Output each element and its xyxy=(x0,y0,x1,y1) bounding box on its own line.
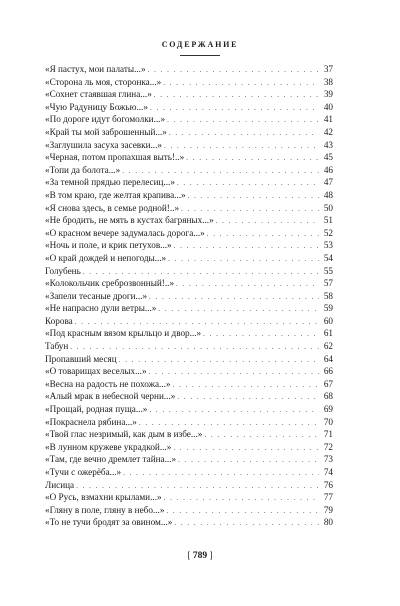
toc-entry-title: «Я снова здесь, в семье родной!..» xyxy=(45,202,180,213)
toc-entry xyxy=(45,365,333,378)
toc-entry-page: 79 xyxy=(323,504,333,515)
toc-entry-title: «В лунном кружеве украдкой...» xyxy=(45,441,172,452)
toc-entry-page: 38 xyxy=(323,76,333,87)
toc-entry-title: «Гляну в поле, гляну в небо...» xyxy=(45,504,165,515)
toc-leader-dots xyxy=(83,266,319,278)
toc-leader-dots xyxy=(186,152,319,164)
toc-leader-dots xyxy=(119,354,319,366)
toc-entry-page: 64 xyxy=(323,353,333,364)
toc-entry-page: 72 xyxy=(323,441,333,452)
toc-entry-page: 80 xyxy=(323,517,333,528)
toc-leader-dots xyxy=(177,177,319,189)
toc-entry-page: 55 xyxy=(323,265,333,276)
toc-entry-title: «По дороге идут богомолки...» xyxy=(45,114,166,125)
toc-leader-dots xyxy=(168,253,319,265)
toc-entry-title: «Черная, потом пропахшая выть!..» xyxy=(45,152,185,163)
toc-leader-dots xyxy=(70,341,319,353)
toc-leader-dots xyxy=(166,505,319,517)
toc-entry-page: 60 xyxy=(323,315,333,326)
toc-entry-title: «За темной прядью перелесиц...» xyxy=(45,177,175,188)
toc-leader-dots xyxy=(164,140,319,152)
toc-entry xyxy=(45,139,333,152)
toc-entry-page: 57 xyxy=(323,278,333,289)
toc-entry-page: 68 xyxy=(323,391,333,402)
toc-entry-title: «Не напрасно дули ветры...» xyxy=(45,303,157,314)
toc-entry xyxy=(45,428,333,441)
page-header: СОДЕРЖАНИЕ xyxy=(161,40,239,49)
toc-entry-title: «Ночь и поле, и крик петухов...» xyxy=(45,240,172,251)
toc-entry xyxy=(45,378,333,391)
toc-entry xyxy=(45,76,333,89)
toc-leader-dots xyxy=(149,291,319,303)
toc-leader-dots xyxy=(167,114,319,126)
toc-entry-page: 39 xyxy=(323,89,333,100)
toc-entry xyxy=(45,265,333,278)
toc-entry-title: «Тучи с ожерёба...» xyxy=(45,467,122,477)
toc-entry xyxy=(45,466,333,479)
toc-entry-page: 46 xyxy=(323,164,333,175)
toc-leader-dots xyxy=(139,417,319,429)
toc-leader-dots xyxy=(148,64,319,76)
toc-entry-page: 51 xyxy=(323,215,333,226)
toc-entry xyxy=(45,113,333,126)
toc-entry xyxy=(45,227,333,240)
toc-entry-title: Табун xyxy=(45,341,69,352)
toc-entry-page: 71 xyxy=(323,429,333,440)
toc-leader-dots xyxy=(173,442,319,454)
toc-entry xyxy=(45,504,333,517)
toc-entry-title: «То не тучи бродят за овином...» xyxy=(45,517,173,528)
page-number: 789 xyxy=(192,551,208,561)
toc-entry-title: Пропавший месяц xyxy=(45,353,117,364)
toc-entry-page: 41 xyxy=(323,114,333,125)
toc-entry-page: 58 xyxy=(323,290,333,301)
toc-entry-title: Лисица xyxy=(45,479,75,490)
toc-leader-dots xyxy=(176,278,319,290)
toc-entry xyxy=(45,315,333,328)
toc-entry-title: «Чую Радуницу Божью...» xyxy=(45,101,148,112)
toc-leader-dots xyxy=(158,303,319,315)
toc-entry-page: 74 xyxy=(323,467,333,477)
toc-entry xyxy=(45,151,333,164)
toc-leader-dots xyxy=(203,328,319,340)
toc-entry xyxy=(45,277,333,290)
toc-leader-dots xyxy=(174,240,319,252)
toc-entry-title: «Там, где вечно дремлет тайна...» xyxy=(45,454,177,465)
toc-entry xyxy=(45,239,333,252)
toc-entry-page: 50 xyxy=(323,202,333,213)
toc-entry-page: 43 xyxy=(323,139,333,150)
toc-entry xyxy=(45,202,333,215)
toc-leader-dots xyxy=(164,492,319,504)
toc-entry-title: «О товарищах веселых...» xyxy=(45,366,147,377)
toc-entry xyxy=(45,390,333,403)
toc-entry-page: 59 xyxy=(323,303,333,314)
toc-entry xyxy=(45,176,333,189)
toc-leader-dots xyxy=(204,429,319,441)
toc-entry xyxy=(45,516,333,529)
toc-entry-title: «О Русь, взмахни крылами...» xyxy=(45,492,162,503)
toc-entry-title: «Запели тесаные дроги...» xyxy=(45,290,148,301)
toc-entry-page: 47 xyxy=(323,177,333,188)
toc-entry xyxy=(45,327,333,340)
toc-entry-page: 76 xyxy=(323,479,333,490)
toc-leader-dots xyxy=(178,454,319,466)
toc-entry-page: 54 xyxy=(323,252,333,263)
toc-entry-page: 61 xyxy=(323,328,333,339)
toc-entry-page: 40 xyxy=(323,101,333,112)
toc-entry-page: 69 xyxy=(323,404,333,415)
toc-leader-dots xyxy=(207,228,319,240)
toc-leader-dots xyxy=(177,391,319,403)
toc-entry xyxy=(45,453,333,466)
toc-entry xyxy=(45,340,333,353)
toc-entry-title: «Весна на радость не похожа...» xyxy=(45,378,171,389)
toc-entry-page: 67 xyxy=(323,378,333,389)
toc-entry-title: «Алый мрак в небесной черни...» xyxy=(45,391,176,402)
toc-leader-dots xyxy=(154,89,319,101)
toc-entry xyxy=(45,403,333,416)
toc-entry xyxy=(45,101,333,114)
toc-entry-title: «Не бродить, не мять в кустах багряных...» xyxy=(45,215,214,226)
toc-entry-title: «Край ты мой заброшенный...» xyxy=(45,126,167,137)
toc-entry xyxy=(45,290,333,303)
toc-entry-page: 70 xyxy=(323,416,333,427)
footer-bracket-left: [ xyxy=(187,551,191,561)
toc-leader-dots xyxy=(174,517,319,529)
toc-entry-page: 45 xyxy=(323,152,333,163)
toc-entry-title: Корова xyxy=(45,315,73,326)
toc-entry-page: 37 xyxy=(323,64,333,74)
header-rule xyxy=(180,55,220,56)
toc-entry-title: «Топи да болота...» xyxy=(45,164,121,175)
toc-entry xyxy=(45,214,333,227)
toc-entry-title: «Я пастух, мои палаты...» xyxy=(45,64,146,74)
toc-entry-title: «Под красным вязом крыльцо и двор...» xyxy=(45,328,202,339)
toc-entry-page: 48 xyxy=(323,189,333,200)
toc-leader-dots xyxy=(75,316,319,328)
toc-entry-page: 52 xyxy=(323,227,333,238)
toc-leader-dots xyxy=(173,379,319,391)
toc-entry-title: «О красном вечере задумалась дорога...» xyxy=(45,227,205,238)
toc-leader-dots xyxy=(123,467,319,479)
page-footer xyxy=(0,551,400,561)
toc-entry-title: «Твой глас незримый, как дым в избе...» xyxy=(45,429,203,440)
toc-leader-dots xyxy=(188,190,319,202)
toc-leader-dots xyxy=(149,404,319,416)
toc-entry xyxy=(45,252,333,265)
toc-leader-dots xyxy=(149,366,319,378)
toc-leader-dots xyxy=(216,215,319,227)
toc-entry xyxy=(45,491,333,504)
toc-entry-title: «В том краю, где желтая крапива...» xyxy=(45,189,186,200)
toc-entry-title: «Заглушила засуха засевки...» xyxy=(45,139,162,150)
toc-entry xyxy=(45,353,333,366)
toc-entry xyxy=(45,189,333,202)
table-of-contents xyxy=(45,63,333,529)
toc-leader-dots xyxy=(150,102,319,114)
toc-entry xyxy=(45,441,333,454)
toc-entry xyxy=(45,416,333,429)
toc-entry xyxy=(45,63,333,76)
toc-entry-title: «Покраснела рябина...» xyxy=(45,416,137,427)
toc-entry-title: «О край дождей и непогоды...» xyxy=(45,252,167,263)
toc-entry xyxy=(45,126,333,139)
toc-entry-page: 62 xyxy=(323,341,333,352)
toc-entry xyxy=(45,164,333,177)
toc-leader-dots xyxy=(76,480,319,492)
footer-bracket-right: ] xyxy=(209,551,213,561)
toc-entry-page: 73 xyxy=(323,454,333,465)
toc-entry xyxy=(45,479,333,492)
toc-entry xyxy=(45,302,333,315)
toc-entry-title: «Сохнет стаявшая глина...» xyxy=(45,89,152,100)
toc-entry-title: Голубень xyxy=(45,265,81,276)
toc-entry-title: «Колокольчик среброзвонный!..» xyxy=(45,278,175,289)
toc-leader-dots xyxy=(181,203,319,215)
toc-entry xyxy=(45,88,333,101)
toc-leader-dots xyxy=(169,127,319,139)
toc-leader-dots xyxy=(122,165,319,177)
toc-entry-page: 66 xyxy=(323,366,333,377)
toc-entry-page: 42 xyxy=(323,126,333,137)
toc-entry-title: «Прощай, родная пуща...» xyxy=(45,404,148,415)
toc-entry-page: 77 xyxy=(323,492,333,503)
toc-entry-title: «Сторона ль моя, сторонка...» xyxy=(45,76,162,87)
toc-leader-dots xyxy=(163,77,319,89)
toc-entry-page: 53 xyxy=(323,240,333,251)
